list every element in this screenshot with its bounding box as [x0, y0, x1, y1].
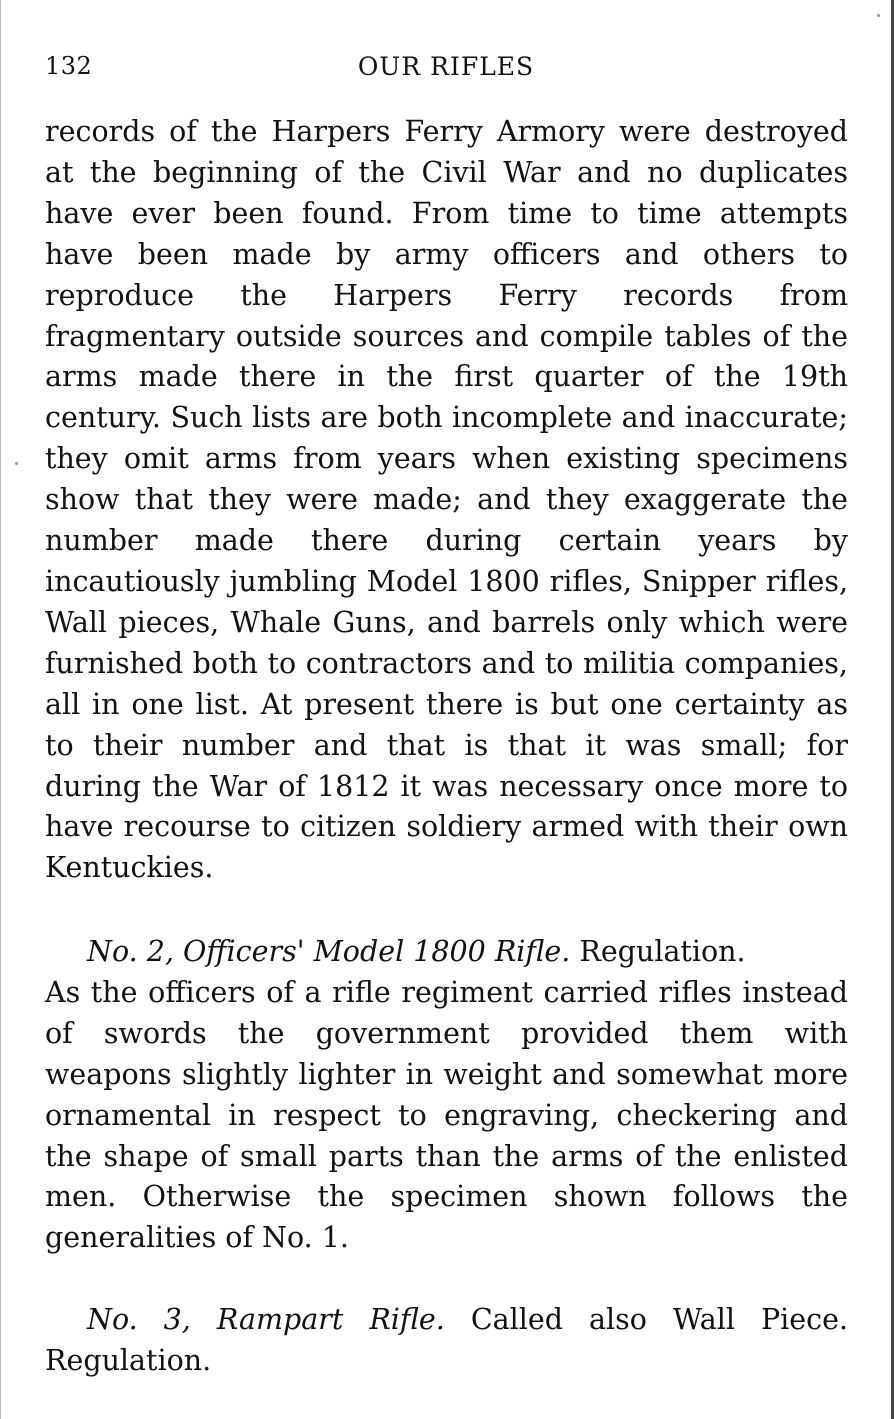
paragraph-text: As the officers of a rifle regiment carried rifles instead of swords the government provided them with weapons slightly lighter in weight and somewhat more ornamental in respect to engraving, checkering and the shape of small parts than the arms of the enlisted men. Otherwise the specimen shown follows the generalities of No. 1. [45, 975, 848, 1255]
paragraph-officers-model-1800-rifle [45, 932, 848, 1259]
paragraph-rampart-rifle [45, 1300, 848, 1382]
entry-number: No. 3, [87, 1303, 191, 1336]
entry-number: No. 2, [87, 935, 174, 968]
running-head: OUR RIFLES [357, 52, 535, 81]
page-number: 132 [45, 52, 93, 80]
scan-speck [877, 14, 880, 17]
paragraph-text: Called also Wall Piece. Regulation. [45, 1303, 849, 1377]
entry-title: Rampart Rifle. [216, 1303, 445, 1336]
entry-status: Regulation. [579, 935, 746, 968]
paragraph-text: records of the Harpers Ferry Armory were destroyed at the beginning of the Civil War and no duplicates have ever been found. From time to time attempts have been made by army officers and others to reproduce the Harpers Ferry records from fragmentary outside sources and compile tables of the arms made there in the first quarter of the 19th century. Such lists are both incomplete and inaccurate; they omit arms from years when existing specimens show that they were made; and they exaggerate the number made there during certain years by incautiously jumbling Model 1800 rifles, Snipper rifles, Wall pieces, Whale Guns, and barrels only which were furnished both to contractors and to militia companies, all in one list. At present there is but one certainty as to their number and that is that it was small; for during the War of 1812 it was necessary once more to have recourse to citizen soldiery armed with their own Kentuckies. [45, 115, 848, 885]
paragraph-harpers-ferry-records [45, 112, 848, 889]
scan-speck [15, 462, 18, 465]
entry-title: Officers' Model 1800 Rifle. [182, 935, 571, 968]
page-header [45, 52, 847, 92]
